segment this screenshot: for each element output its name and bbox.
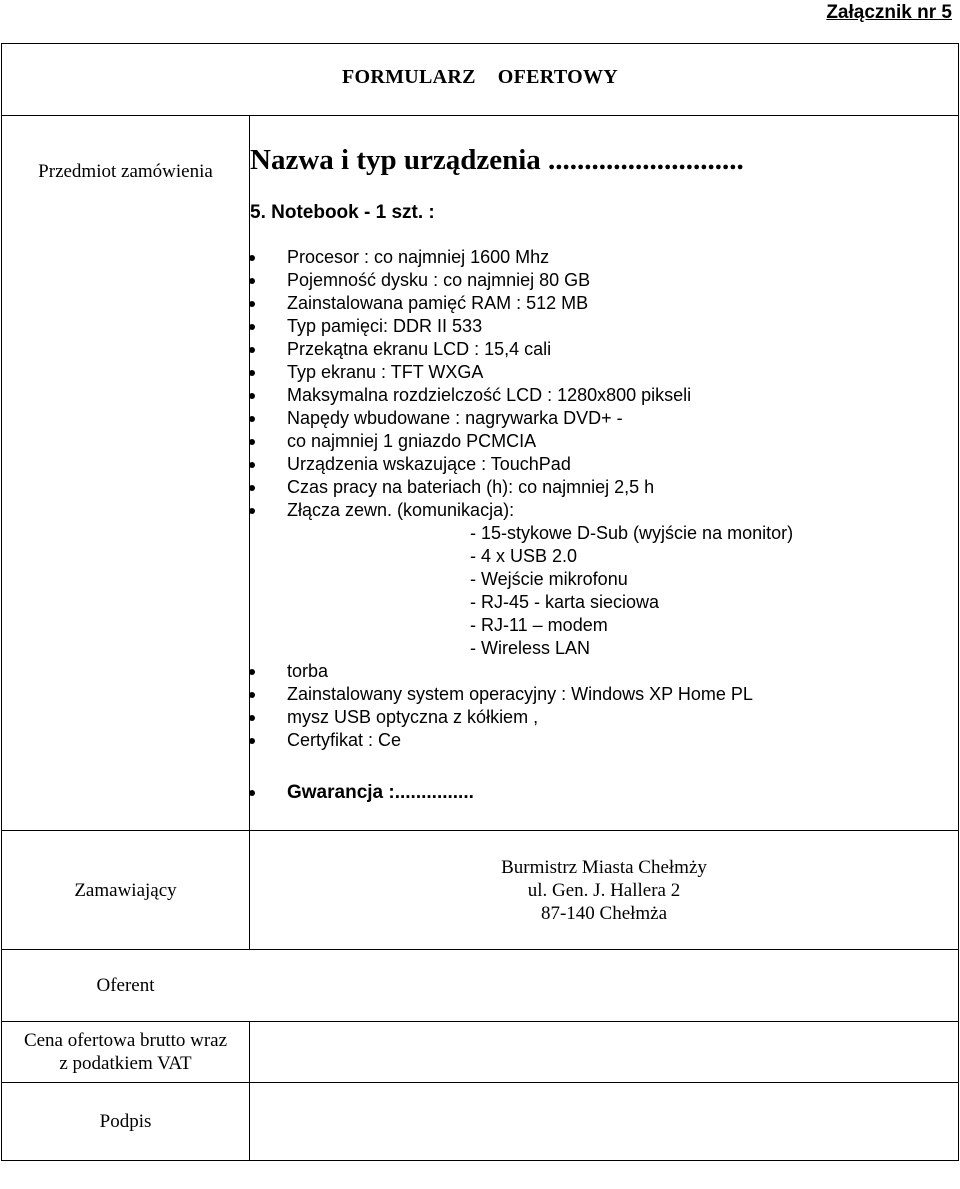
bullet-icon	[249, 508, 255, 514]
bullet-icon	[249, 301, 255, 307]
form-title: FORMULARZ OFERTOWY	[341, 66, 619, 88]
buyer-address	[250, 831, 958, 949]
bullet-icon	[249, 738, 255, 744]
price-label: Cena ofertowa brutto wraz z podatkiem VAT	[23, 1030, 228, 1074]
bullet-icon	[249, 439, 255, 445]
signature-label: Podpis	[99, 1111, 152, 1132]
buyer-city: 87-140 Chełmża	[540, 902, 668, 924]
price-field[interactable]	[250, 1022, 958, 1082]
device-name-heading: Nazwa i typ urządzenia ...........................	[250, 144, 744, 176]
bullet-icon	[249, 347, 255, 353]
bullet-icon	[249, 692, 255, 698]
bullet-icon	[249, 393, 255, 399]
annex-label: Załącznik nr 5	[826, 2, 952, 23]
bullet-icon	[249, 462, 255, 468]
bullet-icon	[249, 790, 255, 796]
subject-label: Przedmiot zamówienia	[38, 160, 213, 182]
bullet-icon	[249, 416, 255, 422]
signature-field[interactable]	[250, 1083, 958, 1160]
bullet-icon	[249, 255, 255, 261]
bullet-icon	[249, 485, 255, 491]
buyer-street: ul. Gen. J. Hallera 2	[527, 879, 681, 901]
bullet-icon	[249, 324, 255, 330]
item-heading: 5. Notebook - 1 szt. :	[250, 202, 435, 223]
buyer-name: Burmistrz Miasta Chełmży	[501, 856, 707, 878]
table-border-bottom	[1, 1160, 959, 1161]
bidder-label: Oferent	[96, 975, 155, 996]
bullet-icon	[249, 278, 255, 284]
table-border-top	[1, 43, 959, 44]
bullet-icon	[249, 669, 255, 675]
buyer-label: Zamawiający	[74, 879, 177, 901]
column-divider	[249, 115, 250, 950]
bullet-icon	[249, 715, 255, 721]
bullet-icon	[249, 370, 255, 376]
table-border-right	[958, 43, 959, 1161]
